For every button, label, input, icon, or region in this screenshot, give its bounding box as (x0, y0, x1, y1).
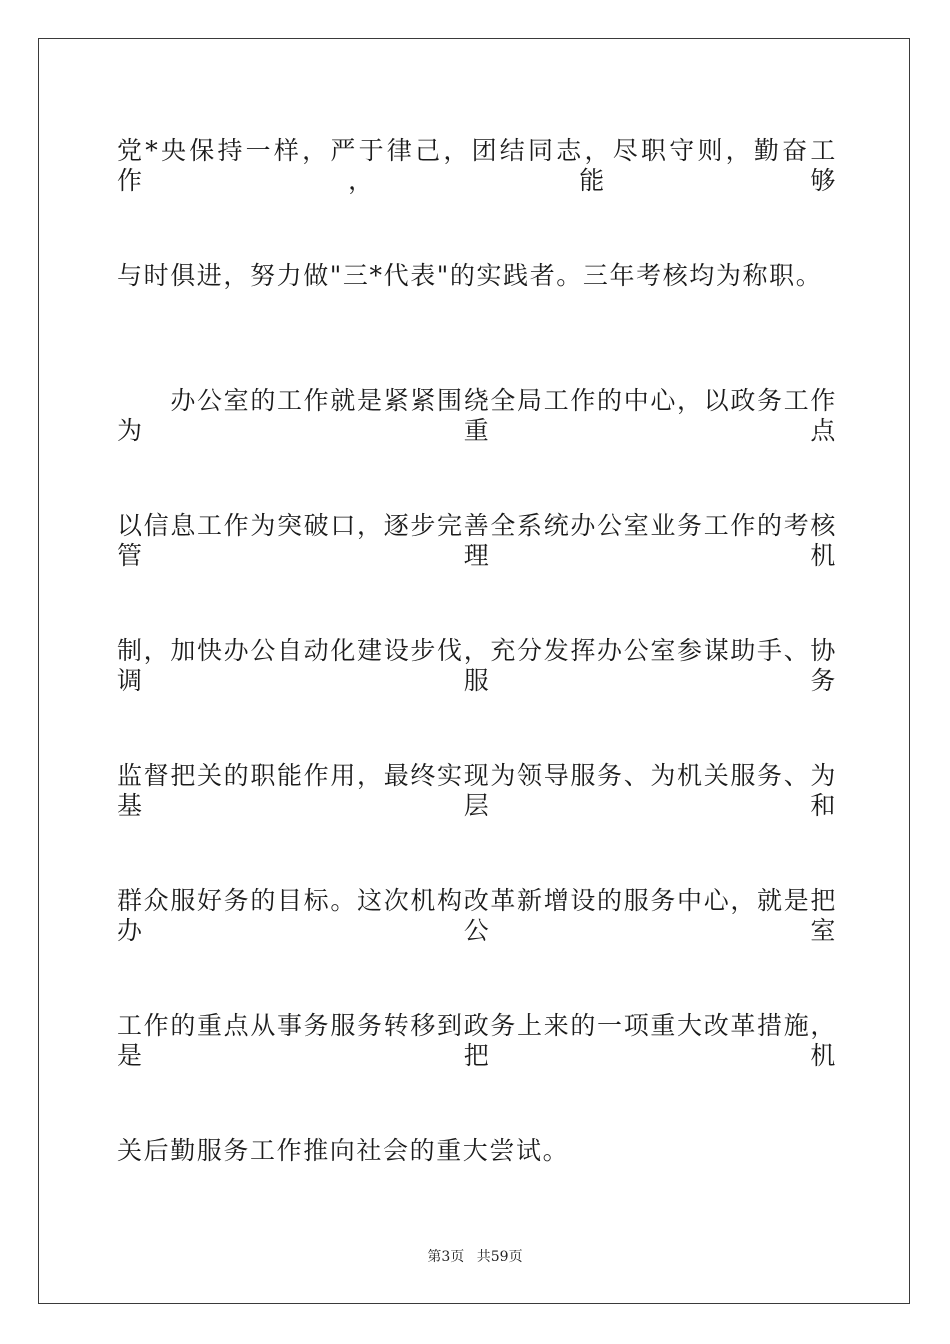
body-line-8: 工作的重点从事务服务转移到政务上来的一项重大改革措施，是把机 (117, 1011, 837, 1070)
body-line-6: 监督把关的职能作用，最终实现为领导服务、为机关服务、为基层和 (117, 761, 837, 820)
body-line-9: 关后勤服务工作推向社会的重大尝试。 (117, 1136, 570, 1165)
body-line-5: 制，加快办公自动化建设步伐，充分发挥办公室参谋助手、协调服务 (117, 636, 837, 695)
body-line-3: 办公室的工作就是紧紧围绕全局工作的中心，以政务工作为重点 (117, 386, 837, 445)
body-line-4: 以信息工作为突破口，逐步完善全系统办公室业务工作的考核管理机 (117, 511, 837, 570)
page-number: 第3页 (427, 1249, 465, 1265)
body-line-1: 党*央保持一样，严于律己，团结同志，尽职守则，勤奋工作，能够 (117, 136, 837, 195)
page-footer (0, 1248, 950, 1266)
body-line-2: 与时俱进，努力做"三*代表"的实践者。三年考核均为称职。 (117, 261, 823, 290)
page-total: 共59页 (476, 1249, 523, 1265)
body-line-7: 群众服好务的目标。这次机构改革新增设的服务中心，就是把办公室 (117, 886, 837, 945)
